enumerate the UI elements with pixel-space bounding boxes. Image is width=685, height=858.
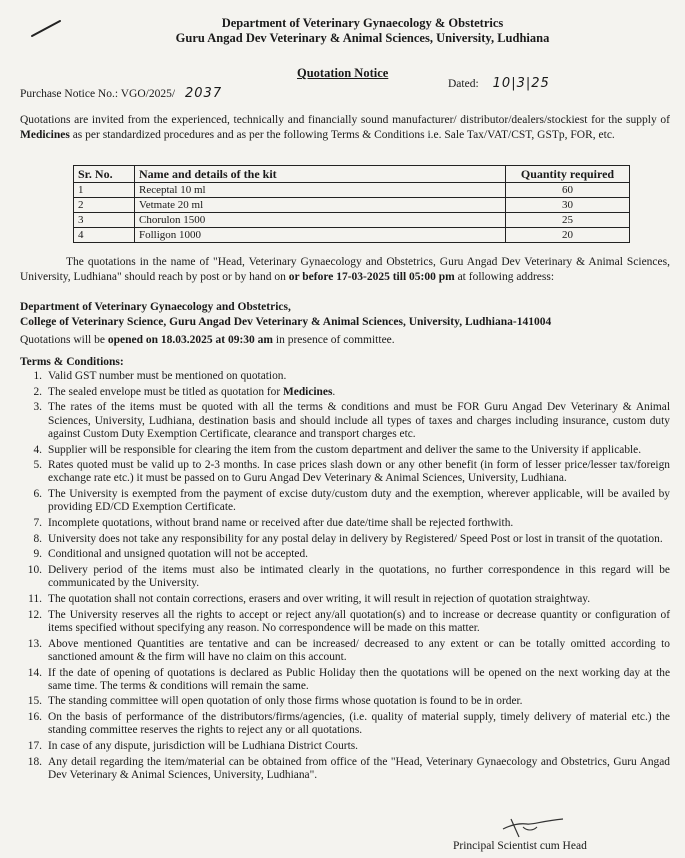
row-sr: 3 [74, 213, 135, 228]
opening-paragraph [20, 333, 670, 348]
term-text: Supplier will be responsible for clearing the item from the custom department and deliver the same to the University if applicable. [48, 443, 642, 456]
term-number: 11. [28, 593, 42, 606]
terms-heading: Terms & Conditions: [20, 356, 124, 368]
term-text: If the date of opening of quotations is declared as Public Holiday then the quotations will be opened on the next working day at the same time. The terms & conditions will remain the same. [48, 666, 670, 692]
submission-text-1: The quotations in the name of "Head, Veterinary Gynaecology and Obstetrics, Guru Angad Dev Veterinary & Animal Sciences, University, Ludhiana" should reach by post or by hand on [20, 256, 670, 283]
row-sr: 4 [74, 228, 135, 243]
list-item [20, 548, 670, 561]
kit-table [73, 165, 630, 243]
table-row [74, 213, 630, 228]
list-item [20, 638, 670, 664]
term-number: 18. [27, 755, 42, 768]
list-item [20, 386, 670, 399]
purchase-notice-number [20, 86, 222, 101]
term-text: Rates quoted must be valid up to 2-3 months. In case prices slash down or any other benefit (in form of lesser price/lesser tax/foreign exchange rate etc.) it must be passed on to Guru Angad Dev Veterinary & Animal Sciences, University, Ludhiana. [48, 459, 670, 485]
term-number: 14. [27, 666, 42, 679]
intro-text-1: Quotations are invited from the experienced, technically and financially sound manufacturer/ distributor/dealers/stockiest for the supply of [20, 114, 670, 126]
list-item [20, 667, 670, 693]
term-text: The standing committee will open quotation of only those firms whose quotation is found to be in order. [48, 695, 523, 708]
term-number: 3. [33, 401, 42, 414]
term-number: 15. [27, 695, 42, 708]
notice-date [448, 76, 550, 91]
term-number: 16. [27, 711, 42, 724]
list-item [20, 401, 670, 441]
term-text: Delivery period of the items must also be intimated clearly in the quotations, no further correspondence in this regard will be communicated by the University. [48, 564, 670, 590]
list-item [20, 695, 670, 708]
dated-label: Dated: [448, 78, 479, 90]
term-number: 4. [33, 443, 42, 456]
row-sr: 1 [74, 183, 135, 198]
address-line-2: College of Veterinary Science, Guru Angad Dev Veterinary & Animal Sciences, University, Ludhiana-141004 [20, 316, 552, 328]
terms-list [20, 370, 670, 785]
term-text: The University reserves all the rights to accept or reject any/all quotation(s) and to increase or decrease quantity or configuration of items specified without specifying any reason. No correspondence will be made on this matter. [48, 608, 670, 634]
table-row [74, 198, 630, 213]
intro-paragraph [20, 113, 670, 143]
term-text: In case of any dispute, jurisdiction will be Ludhiana District Courts. [48, 740, 359, 753]
row-qty: 60 [506, 183, 630, 198]
table-header-row [74, 166, 630, 183]
term-text: The quotation shall not contain corrections, erasers and over writing, it will result in rejection of quotation straightway. [48, 593, 591, 606]
header-name: Name and details of the kit [135, 166, 506, 183]
list-item [20, 756, 670, 782]
opening-text-1: Quotations will be [20, 334, 108, 346]
term-number: 9. [33, 548, 42, 561]
list-item [20, 459, 670, 485]
row-qty: 20 [506, 228, 630, 243]
row-name: Vetmate 20 ml [135, 198, 506, 213]
term-text: The rates of the items must be quoted with all the terms & conditions and must be FOR Guru Angad Dev Veterinary & Animal Sciences, University, Ludhiana, destination basis and should include all types of taxes and charges including insurance, custom duty against Custom Duty Exemption Certificate, clearance and transport charges etc. [48, 401, 670, 440]
term-text: On the basis of performance of the distributors/firms/agencies, (i.e. quality of material supply, timely delivery of material etc.) the standing committee reserves the rights to reject any or all quotations. [48, 711, 670, 737]
list-item [20, 517, 670, 530]
term-text: Conditional and unsigned quotation will not be accepted. [48, 548, 309, 561]
list-item [20, 370, 670, 383]
term-number: 17. [27, 740, 42, 753]
list-item [20, 740, 670, 753]
term-bold-medicines: Medicines [283, 385, 333, 398]
term-number: 13. [27, 637, 42, 650]
purchase-notice-handwritten-number: 2037 [185, 86, 223, 101]
intro-bold-medicines: Medicines [20, 129, 70, 141]
list-item [20, 533, 670, 546]
submission-text-2: at following address: [454, 271, 555, 283]
list-item [20, 488, 670, 514]
dated-handwritten-value: 10|3|25 [492, 76, 550, 91]
term-number: 6. [33, 488, 42, 501]
header-quantity: Quantity required [506, 166, 630, 183]
row-qty: 25 [506, 213, 630, 228]
term-number: 10. [27, 564, 42, 577]
submission-paragraph [20, 255, 670, 285]
university-heading: Guru Angad Dev Veterinary & Animal Sciences, University, Ludhiana [175, 31, 550, 45]
term-number: 8. [33, 532, 42, 545]
term-number: 5. [33, 459, 42, 472]
signatory-title: Principal Scientist cum Head [453, 840, 587, 852]
intro-text-2: as per standardized procedures and as per the following Terms & Conditions i.e. Sale Tax/VAT/CST, GSTp, FOR, etc. [69, 129, 615, 141]
term-number: 7. [33, 517, 42, 530]
row-name: Receptal 10 ml [135, 183, 506, 198]
term-text: Any detail regarding the item/material can be obtained from office of the "Head, Veterinary Gynaecology and Obstetrics, Guru Angad Dev Veterinary & Animal Sciences, University, Ludhiana". [48, 755, 670, 781]
header-sr-no: Sr. No. [74, 166, 135, 183]
term-number: 2. [33, 385, 42, 398]
purchase-notice-label: Purchase Notice No.: VGO/2025/ [20, 88, 176, 100]
opening-date: opened on 18.03.2025 at 09:30 am [107, 334, 273, 346]
row-sr: 2 [74, 198, 135, 213]
page-title: Quotation Notice [297, 66, 389, 80]
table-row [74, 183, 630, 198]
list-item [20, 609, 670, 635]
signature-icon [497, 815, 567, 839]
term-text: The University is exempted from the payment of excise duty/custom duty and the exemption, wherever applicable, will be availed by providing ED/CD Exemption Certificate. [48, 488, 670, 514]
department-heading: Department of Veterinary Gynaecology & Obstetrics [221, 16, 504, 30]
list-item [20, 444, 670, 457]
row-name: Chorulon 1500 [135, 213, 506, 228]
term-text: Valid GST number must be mentioned on quotation. [48, 370, 287, 382]
submission-deadline: or before 17-03-2025 till 05:00 pm [288, 271, 455, 283]
list-item [20, 593, 670, 606]
list-item [20, 711, 670, 737]
row-qty: 30 [506, 198, 630, 213]
term-text: Incomplete quotations, without brand name or received after due date/time shall be rejected forthwith. [48, 517, 514, 530]
table-row [74, 228, 630, 243]
term-text: University does not take any responsibility for any postal delay in delivery by Registered/ Speed Post or lost in transit of the quotation. [48, 532, 663, 545]
opening-text-2: in presence of committee. [273, 334, 395, 346]
row-name: Folligon 1000 [135, 228, 506, 243]
list-item [20, 564, 670, 590]
term-text: Above mentioned Quantities are tentative and can be increased/ decreased to any extent or can be totally omitted according to sanctioned amount & the firm will have no claim on this account. [48, 637, 670, 663]
term-number: 1. [33, 370, 42, 382]
address-line-1: Department of Veterinary Gynaecology and Obstetrics, [20, 301, 291, 313]
term-number: 12. [27, 608, 42, 621]
term-text: The sealed envelope must be titled as quotation for Medicines. [48, 385, 336, 398]
